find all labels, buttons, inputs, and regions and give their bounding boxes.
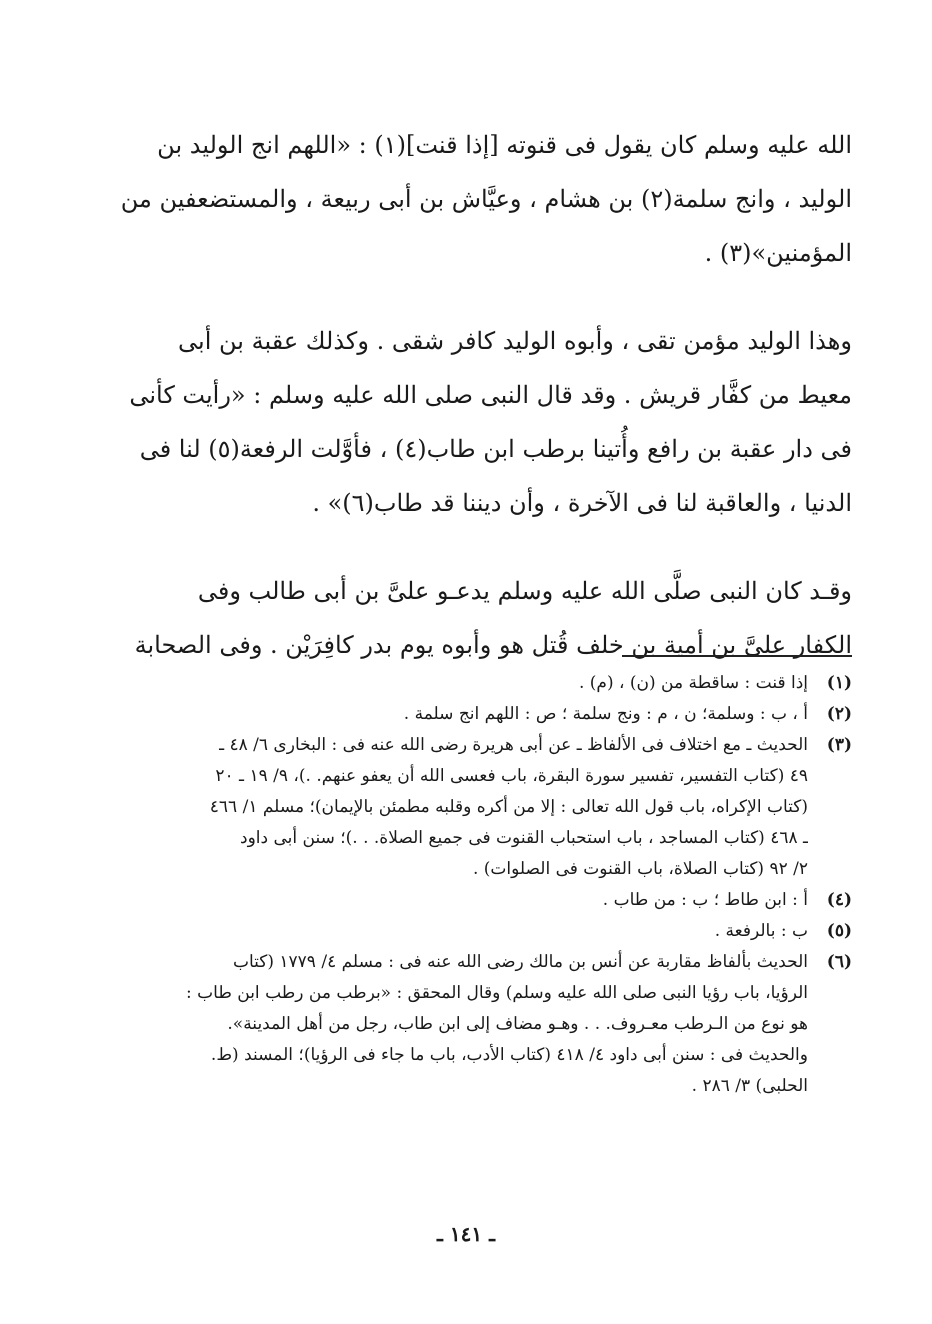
- footnote-1: [72, 668, 852, 699]
- footnote-line: إذا قنت : ساقطة من (ن) ، (م) .: [578, 673, 808, 693]
- footnote-line: ب : بالرفعة .: [714, 921, 808, 941]
- text-line: وقـد كان النبى صلَّى الله عليه وسلم يدعـو علىَّ بن أبى طالب وفى: [197, 577, 852, 605]
- main-text: [72, 118, 852, 706]
- footnote-number: (٢): [826, 704, 852, 724]
- footnote-line: ـ ٤٦٨ (كتاب المساجد ، باب استحباب القنوت فى جميع الصلاة. . .)؛ سنن أبى داود: [240, 828, 808, 848]
- footnote-line: هو نوع من الـرطب معـروف. . . وهـو مضاف إلى ابن طاب، رجل من أهل المدينة».: [227, 1014, 808, 1034]
- text-line: فى دار عقبة بن رافع وأُتينا برطب ابن طاب(٤) ، فأوَّلت الرفعة(٥) لنا فى: [139, 435, 852, 463]
- text-line: الوليد ، وانج سلمة(٢) بن هشام ، وعيَّاش بن أبى ربيعة ، والمستضعفين من: [120, 185, 852, 213]
- footnote-separator: [622, 655, 852, 657]
- footnotes: [72, 668, 852, 1102]
- footnote-5: [72, 916, 852, 947]
- footnote-line: ٤٩ (كتاب التفسير، تفسير سورة البقرة، باب فعسى الله أن يعفو عنهم. .)، ٩/ ١٩ ـ ٢٠: [215, 766, 808, 786]
- footnote-line: ٢/ ٩٢ (كتاب الصلاة، باب القنوت فى الصلوات) .: [472, 859, 808, 879]
- text-line: الدنيا ، والعاقبة لنا فى الآخرة ، وأن ديننا قد طاب(٦)» .: [312, 489, 852, 517]
- footnote-number: (٤): [826, 890, 852, 910]
- footnote-line: والحديث فى : سنن أبى داود ٤/ ٤١٨ (كتاب الأدب، باب ما جاء فى الرؤيا)؛ المسند (ط.: [210, 1045, 808, 1065]
- footnote-line: الحديث ـ مع اختلاف فى الألفاظ ـ عن أبى هريرة رضى الله عنه فى : البخارى ٦/ ٤٨ ـ: [219, 735, 808, 755]
- footnote-line: الحديث بألفاظ مقاربة عن أنس بن مالك رضى الله عنه فى : مسلم ٤/ ١٧٧٩ (كتاب: [232, 952, 808, 972]
- page-number: ـ ١٤١ ـ: [437, 1222, 495, 1246]
- footnote-line: الحلبى) ٣/ ٢٨٦ .: [691, 1076, 808, 1096]
- footnote-number: (١): [826, 673, 852, 693]
- footnote-line: الرؤيا، باب رؤيا النبى صلى الله عليه وسلم) وقال المحقق : «برطب من رطب ابن طاب :: [186, 983, 808, 1003]
- footnote-6: [72, 947, 852, 1102]
- text-line: الله عليه وسلم كان يقول فى قنوته [إذا قنت](١) : «اللهم انج الوليد بن: [157, 131, 852, 159]
- paragraph-2: [72, 314, 852, 530]
- paragraph-1: [72, 118, 852, 280]
- footnote-line: (كتاب الإكراه، باب قول الله تعالى : إلا من أكره وقلبه مطمئن بالإيمان)؛ مسلم ١/ ٤٦٦: [209, 797, 808, 817]
- text-line: المؤمنين»(٣) .: [704, 239, 852, 267]
- footnote-line: أ ، ب : وسلمة؛ ن ، م : ونج سلمة ؛ ص : اللهم انج سلمة .: [403, 704, 808, 724]
- footnote-3: [72, 730, 852, 885]
- footnote-number: (٦): [826, 952, 852, 972]
- text-line: الكفار علىَّ بن أمية بن خلف قُتل هو وأبوه يوم بدر كافِرَيْن . وفى الصحابة: [134, 631, 852, 659]
- footnote-number: (٣): [826, 735, 852, 755]
- text-line: معيط من كفَّار قريش . وقد قال النبى صلى الله عليه وسلم : «رأيت كأنى: [129, 381, 852, 409]
- footnote-2: [72, 699, 852, 730]
- footnote-4: [72, 885, 852, 916]
- text-line: وهذا الوليد مؤمن تقى ، وأبوه الوليد كافر شقى . وكذلك عقبة بن أبى: [178, 327, 852, 355]
- footnote-number: (٥): [826, 921, 852, 941]
- footnote-line: أ : ابن طاط ؛ ب : من طاب .: [602, 890, 808, 910]
